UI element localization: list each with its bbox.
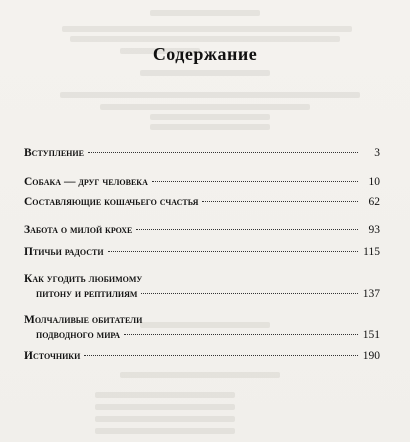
toc-entry-page: 115: [363, 246, 380, 258]
toc-entry[interactable]: [24, 313, 380, 343]
dot-leader: [124, 334, 358, 335]
toc-entry[interactable]: [24, 175, 380, 190]
bleed-through-mark: [60, 92, 360, 98]
bleed-through-mark: [62, 26, 352, 32]
toc-entry-title: Источники: [24, 350, 81, 362]
toc-entry-page: 190: [362, 350, 380, 362]
dot-leader: [84, 355, 358, 356]
toc-entry-title: Вступление: [24, 147, 84, 159]
toc-entry-title-line2: подводного мира: [36, 329, 121, 341]
dot-leader: [88, 152, 358, 153]
toc-entry-page: 62: [368, 196, 380, 208]
bleed-through-mark: [140, 70, 270, 76]
toc-entry-title: Птичьи радости: [24, 246, 104, 258]
toc-entry[interactable]: [24, 146, 380, 161]
bleed-through-mark: [150, 114, 270, 120]
dot-leader: [152, 181, 358, 182]
toc-entry-title: Составляющие кошачьего счастья: [24, 196, 199, 208]
toc-entry-title-line2: питону и рептилиям: [36, 288, 138, 300]
toc-entry[interactable]: [24, 195, 380, 210]
bleed-through-mark: [100, 104, 310, 110]
toc-entry-page: 10: [368, 176, 380, 188]
bleed-through-mark: [95, 392, 235, 398]
bleed-through-mark: [150, 124, 270, 130]
toc-entry-page: 3: [374, 147, 380, 159]
bleed-through-mark: [95, 404, 235, 410]
toc-entry-title-line1: Как угодить любимому: [24, 273, 143, 285]
page-title: Содержание: [152, 44, 258, 64]
toc-entry-title: Собака — друг человека: [24, 176, 148, 188]
toc-entry-page: 137: [362, 288, 380, 300]
toc-entry-title-line1: Молчаливые обитатели: [24, 314, 143, 326]
toc-entry[interactable]: [24, 349, 380, 364]
toc-entry-page: 93: [368, 224, 380, 236]
toc-entry[interactable]: [24, 245, 380, 260]
dot-leader: [141, 293, 358, 294]
dot-leader: [202, 201, 358, 202]
bleed-through-mark: [120, 372, 280, 378]
toc-entry-title: Забота о милой крохе: [24, 224, 133, 236]
dot-leader: [108, 251, 358, 252]
dot-leader: [136, 229, 358, 230]
bleed-through-mark: [95, 416, 235, 422]
bleed-through-mark: [150, 10, 260, 16]
toc-entry[interactable]: [24, 223, 380, 238]
bleed-through-mark: [95, 428, 235, 434]
bleed-through-mark: [70, 36, 340, 42]
toc-entry-page: 151: [362, 329, 380, 341]
toc-entry[interactable]: [24, 272, 380, 302]
